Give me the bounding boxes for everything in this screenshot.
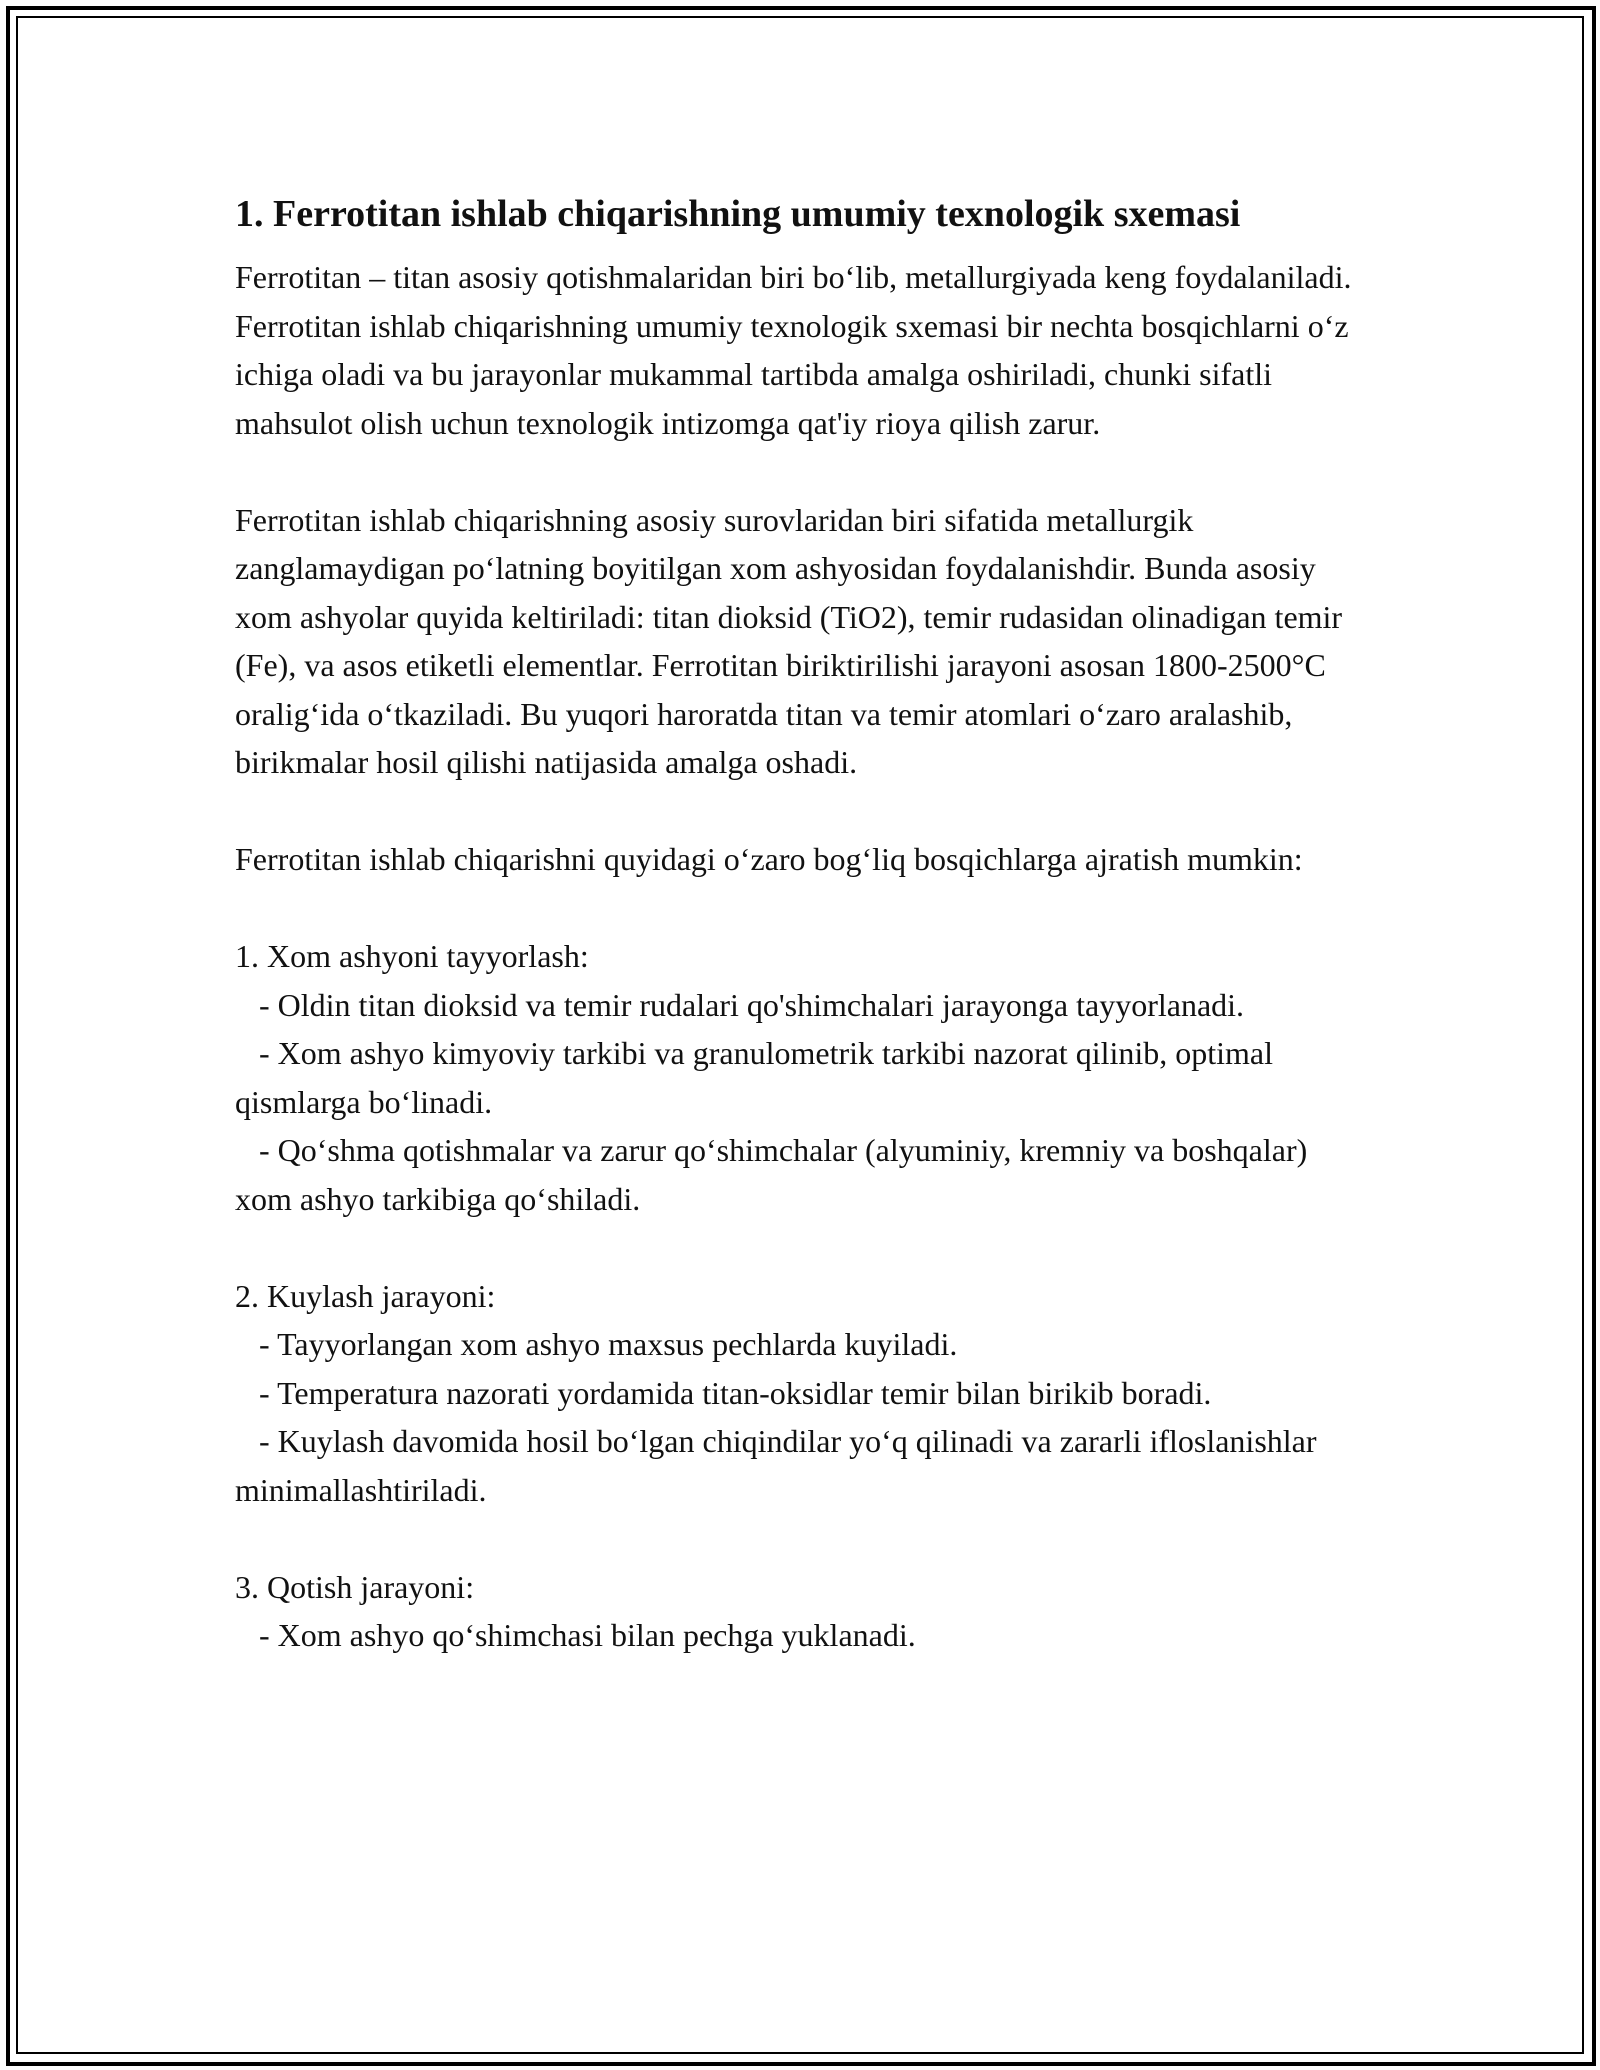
section-title: 2. Kuylash jarayoni:: [235, 1277, 496, 1314]
list-item: [235, 1320, 1365, 1369]
paragraph-intro: Ferrotitan – titan asosiy qotishmalaridan biri bo‘lib, metallurgiyada keng foydalaniladi. Ferrotitan ishlab chiqarishning umumiy texnologik sxemasi bir nechta bosqichlarni o‘z ichiga oladi va bu jarayonlar mukammal tartibda amalga oshiriladi, chunki sifatli mahsulot olish uchun texnologik intizomga qat'iy rioya qilish zarur.: [235, 259, 1352, 441]
list-item: [235, 1126, 1365, 1223]
section-raw-material-preparation: [235, 932, 1365, 1223]
list-item: [235, 1417, 1365, 1514]
list-item-text: - Oldin titan dioksid va temir rudalari qo'shimchalari jarayonga tayyorlanadi.: [259, 986, 1245, 1023]
list-item: [235, 981, 1365, 1030]
list-item-text: - Xom ashyo qo‘shimchasi bilan pechga yuklanadi.: [259, 1617, 916, 1653]
section-alloying-process: [235, 1563, 1365, 1660]
paragraph-raw-materials: Ferrotitan ishlab chiqarishning asosiy surovlaridan biri sifatida metallurgik zanglamaydigan po‘latning boyitilgan xom ashyosidan foydalanishdir. Bunda asosiy xom ashyolar quyida keltiriladi: titan dioksid (TiO2), temir rudasidan olinadigan temir (Fe), va asos etiketli elementlar. Ferrotitan biriktirilishi jarayoni asosan 1800-2500°C oralig‘ida o‘tkaziladi. Bu yuqori haroratda titan va temir atomlari o‘zaro aralashib, birikmalar hosil qilishi natijasida amalga oshadi.: [235, 501, 1343, 780]
list-item: [235, 1369, 1365, 1418]
document-body: [235, 185, 1365, 1708]
document-title: 1. Ferrotitan ishlab chiqarishning umumiy texnologik sxemasi: [235, 193, 1241, 235]
paragraph-stages-intro: Ferrotitan ishlab chiqarishni quyidagi o‘zaro bog‘liq bosqichlarga ajratish mumkin:: [235, 841, 1303, 877]
list-item: [235, 1029, 1365, 1126]
list-item-text: - Kuylash davomida hosil bo‘lgan chiqindilar yo‘q qilinadi va zararli ifloslanishlar minimallashtiriladi.: [235, 1423, 1325, 1508]
section-roasting-process: [235, 1272, 1365, 1515]
list-item-text: - Qo‘shma qotishmalar va zarur qo‘shimchalar (alyuminiy, kremniy va boshqalar) xom ashyo tarkibiga qo‘shiladi.: [235, 1132, 1316, 1217]
list-item-text: - Temperatura nazorati yordamida titan-oksidlar temir bilan birikib boradi.: [259, 1374, 1212, 1411]
section-title: 1. Xom ashyoni tayyorlash:: [235, 938, 589, 974]
section-title: 3. Qotish jarayoni:: [235, 1568, 475, 1605]
list-item-text: - Xom ashyo kimyoviy tarkibi va granulometrik tarkibi nazorat qilinib, optimal qismlarga bo‘linadi.: [235, 1035, 1282, 1120]
list-item-text: - Tayyorlangan xom ashyo maxsus pechlarda kuyiladi.: [259, 1326, 958, 1362]
list-item: [235, 1611, 1365, 1660]
